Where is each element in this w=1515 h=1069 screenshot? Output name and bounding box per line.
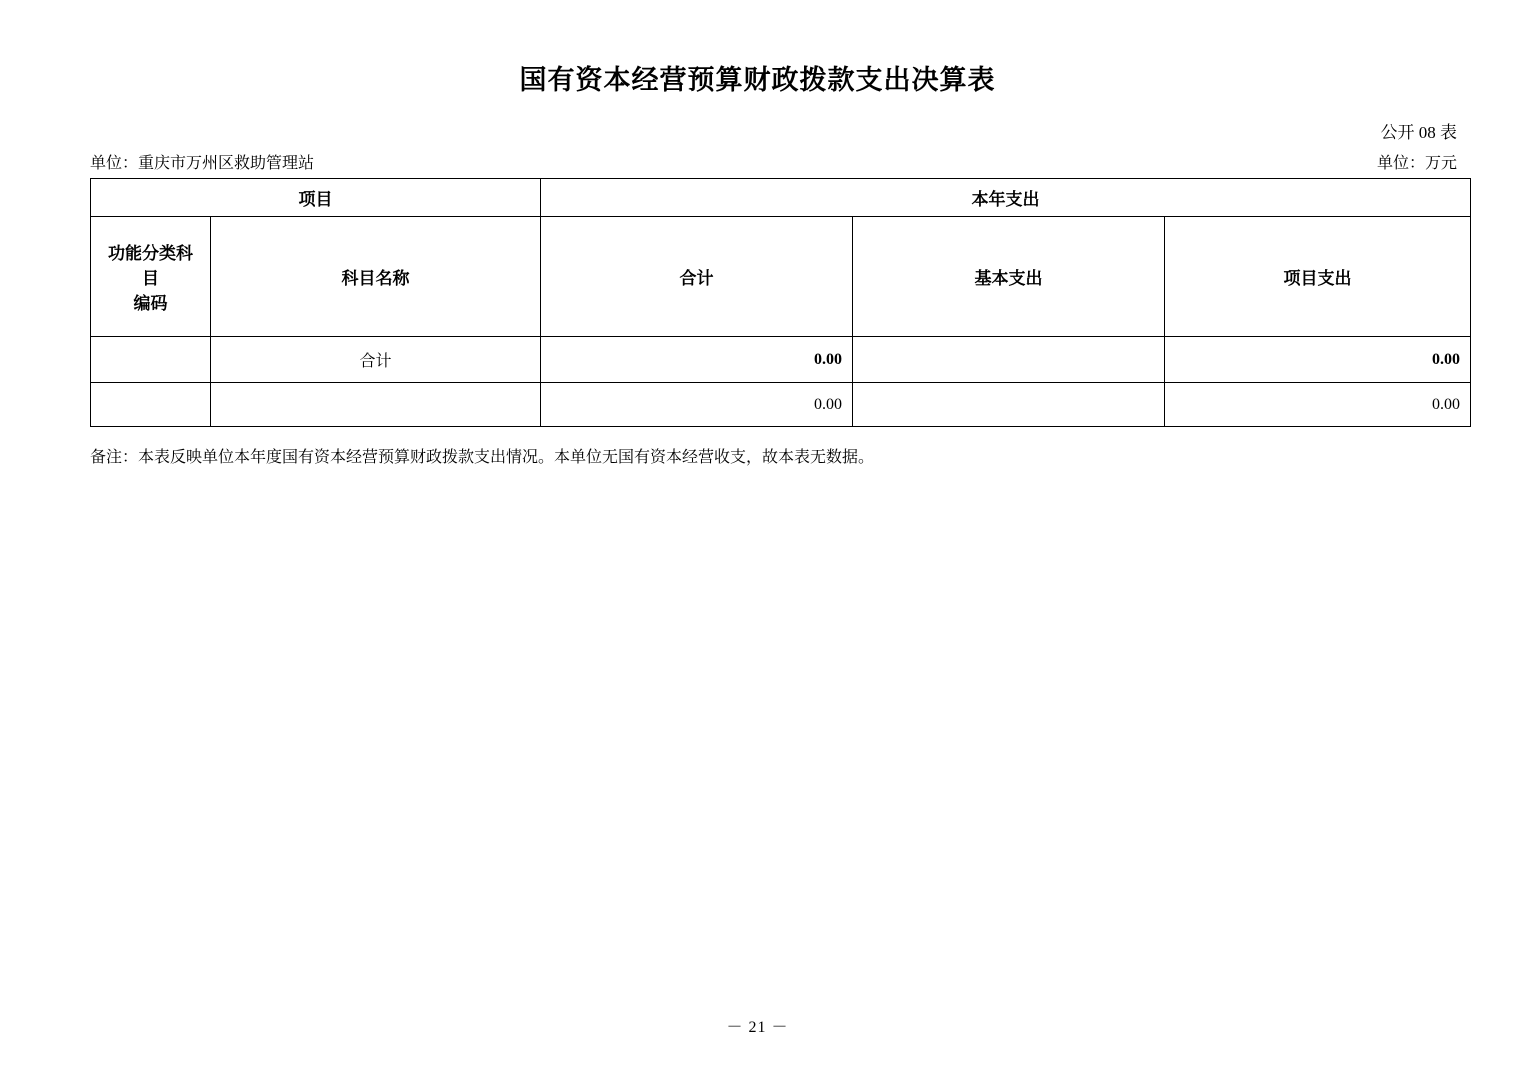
column-header-code-line1: 功能分类科目 (108, 244, 193, 288)
cell-basic (853, 337, 1165, 383)
table-row (91, 383, 1471, 427)
cell-project: 0.00 (1165, 337, 1471, 383)
table-group-header-row (91, 179, 1471, 217)
column-header-subject-name: 科目名称 (211, 217, 541, 337)
table-row (91, 337, 1471, 383)
form-number: 公开 08 表 (1380, 123, 1457, 142)
cell-subject-name: 合计 (211, 337, 541, 383)
column-header-project-expenditure: 项目支出 (1165, 217, 1471, 337)
cell-total: 0.00 (541, 337, 853, 383)
cell-basic (853, 383, 1165, 427)
meta-row (0, 150, 1515, 170)
group-header-item: 项目 (91, 179, 541, 217)
table-head (91, 179, 1471, 337)
cell-subject-name (211, 383, 541, 427)
unit-label: 单位：重庆市万州区救助管理站 (90, 155, 315, 172)
table-body (91, 337, 1471, 427)
expenditure-table (90, 178, 1471, 427)
column-header-basic-expenditure: 基本支出 (853, 217, 1165, 337)
table-column-header-row (91, 217, 1471, 337)
column-header-code (91, 217, 211, 337)
cell-project: 0.00 (1165, 383, 1471, 427)
cell-total: 0.00 (541, 383, 853, 427)
page-number: － 21 － (726, 1019, 789, 1036)
column-header-total: 合计 (541, 217, 853, 337)
cell-code (91, 337, 211, 383)
cell-code (91, 383, 211, 427)
page-title: 国有资本经营预算财政拨款支出决算表 (519, 65, 996, 95)
column-header-code-line2: 编码 (133, 294, 168, 313)
amount-unit-label: 单位：万元 (1376, 155, 1457, 172)
table-note: 备注：本表反映单位本年度国有资本经营预算财政拨款支出情况。本单位无国有资本经营收支，故本表无数据。 (90, 449, 875, 466)
group-header-current-year: 本年支出 (541, 179, 1471, 217)
